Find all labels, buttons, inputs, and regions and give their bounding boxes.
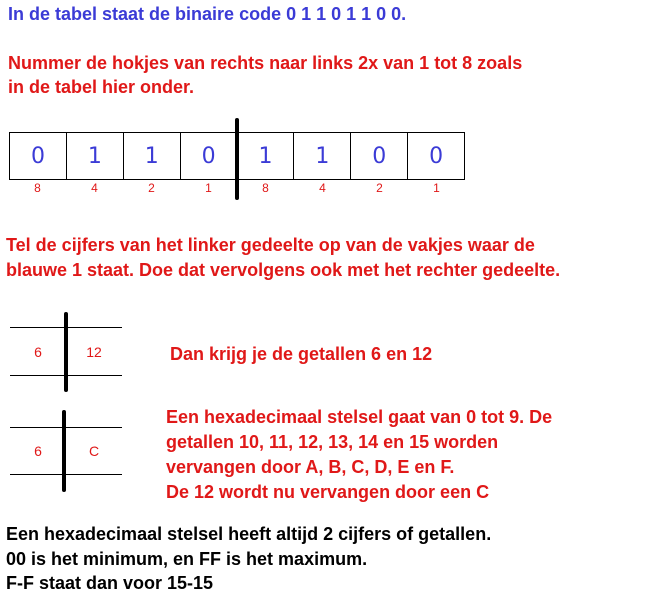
hex-caption-line-3: vervangen door A, B, C, D, E en F. <box>166 457 455 477</box>
weight-label: 1 <box>205 181 212 195</box>
hex-caption-line-1: Een hexadecimaal stelsel gaat van 0 tot 9. De <box>166 407 553 427</box>
right-value: 12 <box>86 344 102 360</box>
weight-label: 8 <box>262 181 269 195</box>
conclusion-line-2: 00 is het minimum, en FF is het maximum. <box>6 549 368 569</box>
hex-caption-line-4: De 12 wordt nu vervangen door een C <box>166 482 490 502</box>
table-divider <box>62 410 66 492</box>
conclusion-line-1: Een hexadecimaal stelsel heeft altijd 2 cijfers of getallen. <box>6 524 492 544</box>
decimal-caption: Dan krijg je de getallen 6 en 12 <box>170 344 433 364</box>
bit-cell: 0 <box>429 143 444 169</box>
weight-label: 2 <box>148 181 155 195</box>
weight-label: 4 <box>91 181 98 195</box>
bit-cell: 0 <box>181 133 238 179</box>
bit-cell: 1 <box>124 133 181 179</box>
left-value: 6 <box>34 344 42 360</box>
weight-label: 4 <box>319 181 326 195</box>
left-value: 6 <box>34 443 42 459</box>
bit-cell: 1 <box>294 133 351 179</box>
bit-cell: 1 <box>238 133 295 179</box>
instruction-line-2: in de tabel hier onder. <box>8 77 195 97</box>
bit-cell: 0 <box>351 133 408 179</box>
instruction-line-1: Nummer de hokjes van rechts naar links 2x van 1 tot 8 zoals <box>8 53 523 73</box>
table-bottom-line <box>10 474 122 475</box>
table-top-line <box>10 427 122 428</box>
bit-cell: 1 <box>67 133 124 179</box>
hex-caption-line-2: getallen 10, 11, 12, 13, 14 en 15 worden <box>166 432 499 452</box>
sum-instruction-line-1: Tel de cijfers van het linker gedeelte op van de vakjes waar de <box>6 235 535 255</box>
bit-cell: 0 <box>10 133 67 179</box>
weight-label: 1 <box>433 181 440 195</box>
intro-heading: In de tabel staat de binaire code 0 1 1 0 1 1 0 0. <box>8 4 407 24</box>
weight-label: 8 <box>34 181 41 195</box>
right-value: C <box>88 443 100 459</box>
conclusion-line-3: F-F staat dan voor 15-15 <box>6 573 214 593</box>
table-divider <box>64 312 68 392</box>
weight-label: 2 <box>376 181 383 195</box>
sum-instruction-line-2: blauwe 1 staat. Doe dat vervolgens ook met het rechter gedeelte. <box>6 260 561 280</box>
nibble-divider <box>235 118 239 200</box>
